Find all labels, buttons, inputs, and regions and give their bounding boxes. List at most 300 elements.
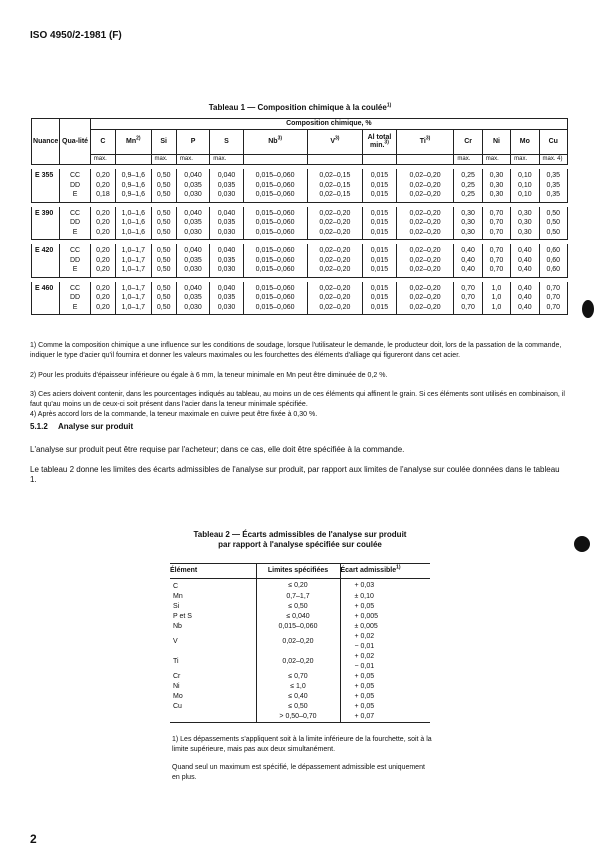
t1-value-cell: 0,70 bbox=[482, 265, 510, 277]
t1-value-cell: 0,70 bbox=[539, 282, 568, 294]
t1-value-cell: 1,0–1,7 bbox=[116, 282, 151, 294]
t1-value-cell: 0,20 bbox=[90, 228, 115, 240]
t1-value-cell: 0,02–0,20 bbox=[307, 282, 363, 294]
t2-limit-cell: ≤ 0,20 bbox=[256, 579, 340, 593]
table2-note-1: 1) Les dépassements s'appliquent soit à la limite inférieure de la fourchette, soit à la limite supérieure, mais pas aux deux simultanément. bbox=[172, 736, 432, 753]
t1-value-cell: 0,50 bbox=[151, 218, 176, 228]
table-row bbox=[170, 592, 430, 602]
t1-value-cell: 0,035 bbox=[210, 293, 243, 303]
t1-header-element bbox=[539, 129, 568, 154]
t1-value-cell: 0,50 bbox=[151, 190, 176, 202]
t1-nuance-cell bbox=[32, 190, 60, 202]
t1-value-cell: 0,20 bbox=[90, 256, 115, 266]
t1-value-cell: 0,10 bbox=[511, 190, 539, 202]
t1-value-cell: 0,035 bbox=[210, 218, 243, 228]
t1-value-cell: 0,02–0,20 bbox=[396, 228, 454, 240]
t1-value-cell: 0,50 bbox=[539, 207, 568, 219]
t1-value-cell: 0,60 bbox=[539, 256, 568, 266]
t1-value-cell: 0,02–0,20 bbox=[396, 169, 454, 181]
t1-value-cell: 0,9–1,6 bbox=[116, 181, 151, 191]
t1-value-cell: 0,20 bbox=[90, 218, 115, 228]
t1-value-cell: 1,0 bbox=[482, 282, 510, 294]
t1-limit-cell: max. bbox=[482, 154, 510, 165]
element-name: Nb bbox=[268, 137, 278, 145]
t1-value-cell: 0,015 bbox=[363, 256, 396, 266]
t1-qualite-cell: CC bbox=[60, 282, 90, 294]
t2-ecart-value: + 0,005 bbox=[354, 613, 379, 620]
t2-element-cell: V bbox=[173, 638, 178, 645]
t1-value-cell: 1,0–1,6 bbox=[116, 218, 151, 228]
t2-ecart-value: − 0,01 bbox=[354, 663, 375, 670]
t2-header-ecart bbox=[340, 564, 430, 579]
t2-element-cell: Si bbox=[173, 603, 180, 610]
t1-value-cell: 0,20 bbox=[90, 265, 115, 277]
t1-value-cell: 0,50 bbox=[151, 169, 176, 181]
t1-value-cell: 0,20 bbox=[90, 303, 115, 315]
t1-value-cell: 0,02–0,20 bbox=[396, 207, 454, 219]
t1-limit-cell: max. bbox=[176, 154, 209, 165]
t1-header-element bbox=[363, 129, 396, 154]
section-heading bbox=[30, 422, 133, 431]
t1-value-cell: 0,02–0,15 bbox=[307, 169, 363, 181]
t1-value-cell: 0,9–1,6 bbox=[116, 169, 151, 181]
t2-ecart-value: + 0,02 bbox=[354, 633, 375, 640]
table1-caption-note: 1) bbox=[386, 102, 392, 109]
t1-nuance-cell bbox=[32, 303, 60, 315]
t1-value-cell: 0,015–0,060 bbox=[243, 282, 307, 294]
t1-value-cell: 0,040 bbox=[210, 282, 243, 294]
t1-value-cell: 0,015–0,060 bbox=[243, 244, 307, 256]
table-row bbox=[170, 682, 430, 692]
t1-value-cell: 0,25 bbox=[454, 169, 482, 181]
t1-value-cell: 0,70 bbox=[539, 293, 568, 303]
t1-value-cell: 0,035 bbox=[176, 181, 209, 191]
t1-value-cell: 0,20 bbox=[90, 244, 115, 256]
t1-header-element bbox=[454, 129, 482, 154]
t1-value-cell: 0,30 bbox=[482, 181, 510, 191]
t1-value-cell: 0,030 bbox=[210, 228, 243, 240]
element-name: Ti bbox=[419, 137, 426, 145]
t1-value-cell: 1,0 bbox=[482, 303, 510, 315]
table-row bbox=[170, 712, 430, 723]
t1-nuance-cell: E 420 bbox=[32, 244, 60, 256]
t1-value-cell: 0,02–0,20 bbox=[307, 256, 363, 266]
t1-limit-cell: max. bbox=[151, 154, 176, 165]
t2-ecart-value: + 0,05 bbox=[354, 673, 375, 680]
t1-value-cell: 0,015–0,060 bbox=[243, 181, 307, 191]
t2-ecart-cell bbox=[340, 682, 430, 692]
t1-value-cell: 0,70 bbox=[482, 228, 510, 240]
t1-value-cell: 0,02–0,15 bbox=[307, 181, 363, 191]
binding-hole-mark bbox=[582, 300, 594, 318]
t1-value-cell: 0,030 bbox=[210, 303, 243, 315]
t1-limit-cell bbox=[363, 154, 396, 165]
t1-value-cell: 0,040 bbox=[176, 169, 209, 181]
t1-nuance-cell bbox=[32, 293, 60, 303]
t2-ecart-value: + 0,05 bbox=[354, 603, 375, 610]
t2-limit-cell: ≤ 0,50 bbox=[256, 602, 340, 612]
element-name: Al total min. bbox=[367, 133, 392, 149]
table1-footnote: 4) Après accord lors de la commande, la teneur maximale en cuivre peut être fixée à 0,30 %. bbox=[30, 411, 318, 418]
t1-value-cell: 0,02–0,20 bbox=[396, 256, 454, 266]
section-paragraph-2: Le tableau 2 donne les limites des écarts admissibles de l'analyse sur produit, par rapport aux limites de l'analyse sur coulée données dans le tableau 1. bbox=[30, 465, 560, 484]
element-note: 3) bbox=[425, 135, 431, 142]
t1-value-cell: 0,50 bbox=[151, 207, 176, 219]
table-row bbox=[32, 228, 568, 240]
t1-qualite-cell: DD bbox=[60, 256, 90, 266]
t1-value-cell: 0,015 bbox=[363, 293, 396, 303]
element-note: 3) bbox=[335, 135, 340, 142]
t1-value-cell: 0,015 bbox=[363, 181, 396, 191]
t1-value-cell: 0,02–0,20 bbox=[307, 265, 363, 277]
t1-value-cell: 0,70 bbox=[482, 256, 510, 266]
element-note: 3) bbox=[277, 135, 283, 142]
t1-value-cell: 0,02–0,20 bbox=[396, 218, 454, 228]
t1-value-cell: 0,20 bbox=[90, 282, 115, 294]
t1-value-cell: 0,35 bbox=[539, 190, 568, 202]
t2-limit-cell: ≤ 0,50 bbox=[256, 702, 340, 712]
t2-limit-cell: ≤ 0,040 bbox=[256, 612, 340, 622]
t1-value-cell: 0,35 bbox=[539, 169, 568, 181]
t1-value-cell: 0,015–0,060 bbox=[243, 190, 307, 202]
t1-limit-cell: max. bbox=[454, 154, 482, 165]
t2-limit-cell: > 0,50–0,70 bbox=[256, 712, 340, 723]
element-name: Ni bbox=[492, 137, 500, 145]
t1-limit-cell: max. 4) bbox=[539, 154, 568, 165]
table-row bbox=[32, 282, 568, 294]
t1-value-cell: 0,035 bbox=[210, 181, 243, 191]
element-name: Mn bbox=[126, 137, 137, 145]
t1-nuance-cell bbox=[32, 181, 60, 191]
t2-ecart-cell bbox=[340, 592, 430, 602]
t1-qualite-cell: CC bbox=[60, 244, 90, 256]
t1-value-cell: 0,015 bbox=[363, 282, 396, 294]
t1-value-cell: 0,02–0,20 bbox=[307, 303, 363, 315]
t2-header-note: 1) bbox=[396, 564, 401, 571]
t1-value-cell: 0,20 bbox=[90, 207, 115, 219]
t1-value-cell: 0,015–0,060 bbox=[243, 207, 307, 219]
t2-ecart-value: + 0,05 bbox=[354, 693, 375, 700]
t2-element-cell: Cr bbox=[173, 673, 181, 680]
t1-value-cell: 0,02–0,20 bbox=[396, 303, 454, 315]
t1-limit-cell: max. bbox=[90, 154, 115, 165]
element-name: P bbox=[190, 137, 196, 145]
t1-header-element bbox=[511, 129, 539, 154]
t1-value-cell: 0,70 bbox=[482, 218, 510, 228]
table1-footnote: 2) Pour les produits d'épaisseur inférieure ou égale à 6 mm, la teneur minimale en Mn peut être diminuée de 0,2 %. bbox=[30, 372, 388, 379]
t1-value-cell: 0,030 bbox=[176, 190, 209, 202]
t2-ecart-value: ± 0,10 bbox=[354, 593, 374, 600]
t1-value-cell: 1,0–1,6 bbox=[116, 207, 151, 219]
t1-nuance-cell: E 460 bbox=[32, 282, 60, 294]
t1-value-cell: 0,040 bbox=[210, 169, 243, 181]
t2-ecart-cell bbox=[340, 622, 430, 632]
element-note: 2) bbox=[136, 135, 141, 142]
t1-value-cell: 0,015–0,060 bbox=[243, 303, 307, 315]
t1-value-cell: 0,30 bbox=[511, 207, 539, 219]
t1-header-group: Composition chimique, % bbox=[90, 119, 567, 130]
t1-value-cell: 0,9–1,6 bbox=[116, 190, 151, 202]
t2-ecart-value: + 0,03 bbox=[354, 581, 375, 589]
table-row bbox=[32, 293, 568, 303]
table1-footnote: 3) Ces aciers doivent contenir, dans les pourcentages indiqués au tableau, au moins un de ces éléments qui affinent le grain. Si ces éléments sont utilisés en combinaison, il faut qu'au moins un de ceux-ci soit présent dans l'acier dans la teneur minimale spécifiée. bbox=[30, 391, 565, 408]
t1-qualite-cell: E bbox=[60, 190, 90, 202]
t1-value-cell: 0,30 bbox=[454, 207, 482, 219]
t1-value-cell: 0,015 bbox=[363, 265, 396, 277]
t1-value-cell: 0,015–0,060 bbox=[243, 218, 307, 228]
t2-ecart-cell bbox=[340, 672, 430, 682]
t1-value-cell: 0,20 bbox=[90, 169, 115, 181]
t1-value-cell: 0,70 bbox=[454, 293, 482, 303]
table-row bbox=[32, 181, 568, 191]
t1-value-cell: 0,20 bbox=[90, 181, 115, 191]
t1-value-cell: 0,015 bbox=[363, 228, 396, 240]
t1-limit-cell bbox=[396, 154, 454, 165]
t2-ecart-value: + 0,05 bbox=[354, 683, 375, 690]
t2-limit-cell: 0,02–0,20 bbox=[256, 652, 340, 672]
t1-value-cell: 0,02–0,20 bbox=[396, 265, 454, 277]
t1-value-cell: 0,030 bbox=[176, 228, 209, 240]
t1-value-cell: 0,30 bbox=[454, 218, 482, 228]
t1-nuance-cell bbox=[32, 228, 60, 240]
t1-value-cell: 0,015 bbox=[363, 218, 396, 228]
element-name: Mo bbox=[519, 137, 530, 145]
t2-element-cell: Cu bbox=[173, 703, 182, 710]
table-row bbox=[170, 702, 430, 712]
t1-value-cell: 0,02–0,20 bbox=[396, 282, 454, 294]
element-name: Cu bbox=[548, 137, 558, 145]
t1-value-cell: 0,035 bbox=[176, 256, 209, 266]
t1-qualite-cell: DD bbox=[60, 293, 90, 303]
t1-value-cell: 0,030 bbox=[210, 190, 243, 202]
t1-value-cell: 0,50 bbox=[539, 228, 568, 240]
t2-limit-cell: 0,7–1,7 bbox=[256, 592, 340, 602]
t1-value-cell: 0,70 bbox=[454, 282, 482, 294]
t1-value-cell: 0,040 bbox=[176, 282, 209, 294]
t1-value-cell: 0,015–0,060 bbox=[243, 256, 307, 266]
t1-value-cell: 0,40 bbox=[511, 256, 539, 266]
table-row bbox=[32, 265, 568, 277]
t1-limit-cell: max. bbox=[210, 154, 243, 165]
t1-value-cell: 0,035 bbox=[176, 218, 209, 228]
t2-ecart-cell bbox=[340, 612, 430, 622]
t1-nuance-cell: E 355 bbox=[32, 169, 60, 181]
t1-value-cell: 0,50 bbox=[151, 244, 176, 256]
t1-value-cell: 0,40 bbox=[511, 303, 539, 315]
table2-caption-line1: Tableau 2 — Écarts admissibles de l'analyse sur produit bbox=[193, 530, 407, 539]
t1-value-cell: 0,015 bbox=[363, 190, 396, 202]
t1-value-cell: 0,015 bbox=[363, 169, 396, 181]
table-row bbox=[32, 303, 568, 315]
t1-header-qualite: Qua-lité bbox=[60, 119, 90, 165]
t2-ecart-value: − 0,01 bbox=[354, 643, 375, 650]
t1-limit-cell: max. bbox=[511, 154, 539, 165]
element-name: V bbox=[330, 137, 335, 145]
t1-value-cell: 0,02–0,20 bbox=[396, 190, 454, 202]
t1-nuance-cell: E 390 bbox=[32, 207, 60, 219]
t1-nuance-cell bbox=[32, 218, 60, 228]
t1-value-cell: 1,0–1,7 bbox=[116, 256, 151, 266]
t1-value-cell: 0,02–0,20 bbox=[396, 244, 454, 256]
t1-value-cell: 0,035 bbox=[210, 256, 243, 266]
t1-value-cell: 1,0–1,7 bbox=[116, 244, 151, 256]
t1-value-cell: 0,02–0,20 bbox=[307, 293, 363, 303]
t1-value-cell: 0,50 bbox=[151, 181, 176, 191]
t1-value-cell: 0,015 bbox=[363, 207, 396, 219]
t1-qualite-cell: E bbox=[60, 303, 90, 315]
t1-header-row-1 bbox=[32, 119, 568, 130]
table1-footnote: 1) Comme la composition chimique a une influence sur les conditions de soudage, lorsque l'utilisateur le demande, le producteur doit, lors de la passation de la commande, indiquer le type d'acier qu'il fournira et donner les valeurs maximales ou les fourchettes des éléments d'alliage qui figureront dans cet acier. bbox=[30, 342, 562, 359]
t1-value-cell: 0,02–0,20 bbox=[307, 228, 363, 240]
element-name: Si bbox=[160, 137, 167, 145]
t1-value-cell: 0,030 bbox=[176, 303, 209, 315]
t1-limit-cell bbox=[116, 154, 151, 165]
t2-element-cell bbox=[170, 712, 256, 723]
t1-value-cell: 0,20 bbox=[90, 293, 115, 303]
t2-ecart-cell bbox=[340, 652, 430, 672]
t1-header-element bbox=[116, 129, 151, 154]
t1-qualite-cell: E bbox=[60, 228, 90, 240]
t2-ecart-cell bbox=[340, 632, 430, 652]
t1-value-cell: 0,035 bbox=[176, 293, 209, 303]
table-row bbox=[170, 672, 430, 682]
t1-value-cell: 0,60 bbox=[539, 265, 568, 277]
t1-header-element bbox=[90, 129, 115, 154]
t2-ecart-cell bbox=[340, 702, 430, 712]
t1-value-cell: 0,50 bbox=[151, 303, 176, 315]
t1-value-cell: 0,40 bbox=[454, 265, 482, 277]
t1-value-cell: 0,10 bbox=[511, 181, 539, 191]
t1-value-cell: 0,02–0,20 bbox=[396, 181, 454, 191]
t1-value-cell: 0,30 bbox=[454, 228, 482, 240]
section-paragraph-1: L'analyse sur produit peut être requise par l'acheteur; dans ce cas, elle doit être spécifiée à la commande. bbox=[30, 445, 405, 454]
t2-element-cell: Ni bbox=[173, 683, 180, 690]
t2-ecart-value: + 0,02 bbox=[354, 653, 375, 660]
t1-value-cell: 0,35 bbox=[539, 181, 568, 191]
t2-element-cell: P et S bbox=[173, 613, 192, 620]
t1-value-cell: 0,50 bbox=[151, 265, 176, 277]
t1-value-cell: 0,30 bbox=[482, 169, 510, 181]
t1-value-cell: 0,25 bbox=[454, 190, 482, 202]
table-row bbox=[170, 602, 430, 612]
t1-value-cell: 0,50 bbox=[539, 218, 568, 228]
t1-header-element bbox=[243, 129, 307, 154]
element-name: Cr bbox=[464, 137, 472, 145]
page-number: 2 bbox=[30, 832, 37, 846]
t1-value-cell: 1,0–1,7 bbox=[116, 293, 151, 303]
t2-element-cell: Nb bbox=[173, 623, 182, 630]
t1-value-cell: 0,10 bbox=[511, 169, 539, 181]
t1-value-cell: 0,30 bbox=[511, 218, 539, 228]
t1-value-cell: 0,50 bbox=[151, 282, 176, 294]
t1-value-cell: 0,50 bbox=[151, 293, 176, 303]
t1-value-cell: 0,18 bbox=[90, 190, 115, 202]
t1-value-cell: 0,02–0,15 bbox=[307, 190, 363, 202]
t1-value-cell: 1,0–1,6 bbox=[116, 228, 151, 240]
t1-value-cell: 0,70 bbox=[482, 207, 510, 219]
t1-value-cell: 0,70 bbox=[539, 303, 568, 315]
t1-value-cell: 0,040 bbox=[176, 244, 209, 256]
t1-header-nuance: Nuance bbox=[32, 119, 60, 165]
table-row bbox=[170, 579, 430, 593]
standard-header: ISO 4950/2-1981 (F) bbox=[30, 30, 122, 41]
section-title: Analyse sur produit bbox=[58, 422, 134, 431]
t1-value-cell: 0,40 bbox=[454, 244, 482, 256]
t1-value-cell: 1,0–1,7 bbox=[116, 303, 151, 315]
t1-value-cell: 0,40 bbox=[511, 282, 539, 294]
t1-header-element bbox=[396, 129, 454, 154]
table1-caption-text: Tableau 1 — Composition chimique à la coulée bbox=[208, 103, 387, 112]
t2-limit-cell: 0,02–0,20 bbox=[256, 632, 340, 652]
tolerance-table bbox=[170, 563, 430, 723]
table-row bbox=[32, 207, 568, 219]
table-row bbox=[32, 218, 568, 228]
t1-header-row-2 bbox=[32, 129, 568, 154]
table-row bbox=[170, 652, 430, 672]
t1-value-cell: 0,015 bbox=[363, 244, 396, 256]
element-name: S bbox=[224, 137, 229, 145]
t2-limit-cell: ≤ 0,70 bbox=[256, 672, 340, 682]
t2-element-cell: Ti bbox=[173, 658, 179, 665]
t1-value-cell: 0,30 bbox=[511, 228, 539, 240]
t1-value-cell: 0,25 bbox=[454, 181, 482, 191]
t2-ecart-cell bbox=[340, 602, 430, 612]
t1-value-cell: 0,40 bbox=[511, 293, 539, 303]
t1-value-cell: 0,70 bbox=[454, 303, 482, 315]
t1-value-cell: 1,0 bbox=[482, 293, 510, 303]
t1-value-cell: 0,015 bbox=[363, 303, 396, 315]
t1-qualite-cell: DD bbox=[60, 181, 90, 191]
t1-value-cell: 0,040 bbox=[210, 207, 243, 219]
t1-limit-cell bbox=[243, 154, 307, 165]
t1-value-cell: 0,02–0,20 bbox=[396, 293, 454, 303]
t1-value-cell: 0,02–0,20 bbox=[307, 218, 363, 228]
composition-table bbox=[31, 118, 568, 315]
t1-limit-row bbox=[32, 154, 568, 165]
table-row bbox=[170, 692, 430, 702]
t1-header-element bbox=[482, 129, 510, 154]
t1-value-cell: 0,015–0,060 bbox=[243, 293, 307, 303]
t2-element-cell: C bbox=[173, 583, 179, 590]
t1-value-cell: 1,0–1,7 bbox=[116, 265, 151, 277]
t2-limit-cell: ≤ 1,0 bbox=[256, 682, 340, 692]
t1-value-cell: 0,50 bbox=[151, 256, 176, 266]
t1-qualite-cell: CC bbox=[60, 169, 90, 181]
t2-limit-cell: 0,015–0,060 bbox=[256, 622, 340, 632]
table2-note-2: Quand seul un maximum est spécifié, le dépassement admissible est uniquement en plus. bbox=[172, 764, 425, 781]
table-row bbox=[32, 244, 568, 256]
t2-header-ecart-text: Écart admissible bbox=[340, 567, 397, 574]
t1-qualite-cell: CC bbox=[60, 207, 90, 219]
t1-value-cell: 0,015–0,060 bbox=[243, 169, 307, 181]
table1-caption bbox=[0, 103, 600, 112]
t1-value-cell: 0,70 bbox=[482, 244, 510, 256]
table2-caption bbox=[0, 530, 600, 550]
t1-value-cell: 0,040 bbox=[176, 207, 209, 219]
section-number: 5.1.2 bbox=[30, 422, 48, 431]
t2-limit-cell: ≤ 0,40 bbox=[256, 692, 340, 702]
t1-value-cell: 0,40 bbox=[511, 265, 539, 277]
t1-qualite-cell: E bbox=[60, 265, 90, 277]
binding-hole-mark bbox=[574, 536, 590, 552]
t1-value-cell: 0,030 bbox=[176, 265, 209, 277]
t1-value-cell: 0,040 bbox=[210, 244, 243, 256]
t2-element-cell: Mo bbox=[173, 693, 183, 700]
t2-ecart-cell bbox=[340, 712, 430, 723]
element-name: C bbox=[100, 137, 106, 145]
element-note: 3) bbox=[384, 139, 389, 146]
t1-value-cell: 0,40 bbox=[454, 256, 482, 266]
